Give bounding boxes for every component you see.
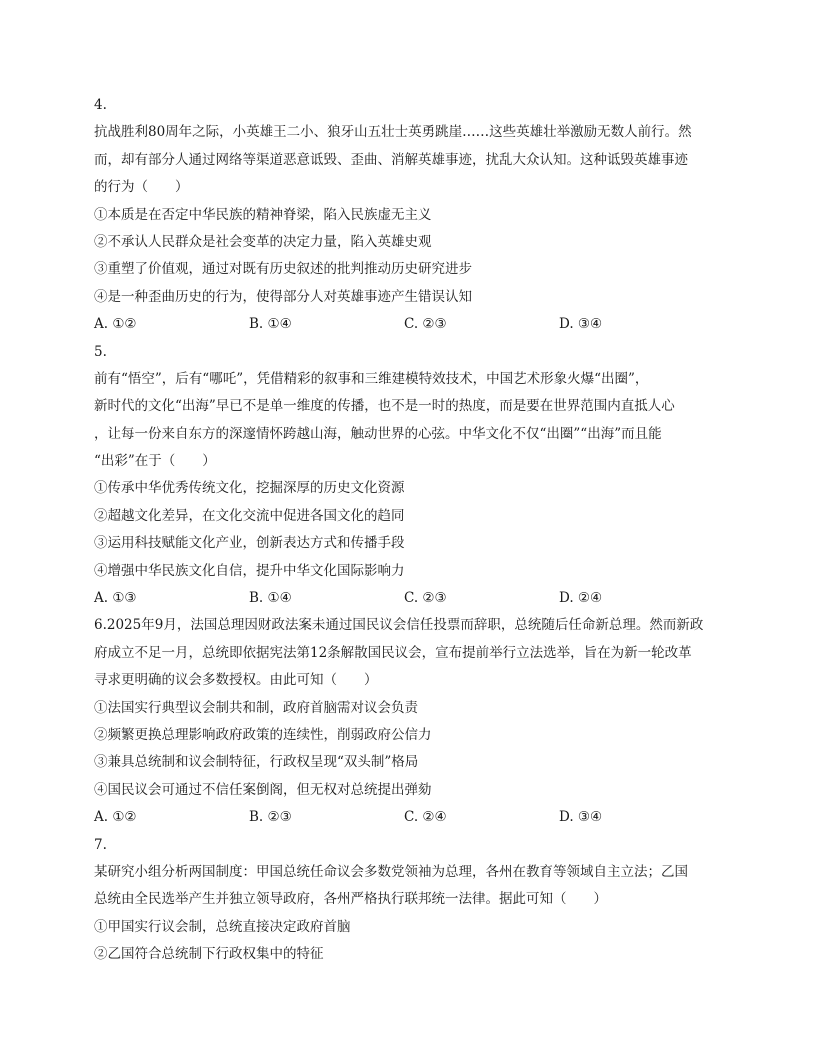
option-d: D. ③④ [559,316,603,333]
statement-item: ①甲国实行议会制，总统直接决定政府首脑 [94,918,351,935]
statement-item: ①本质是在否定中华民族的精神脊梁，陷入民族虚无主义 [94,206,432,223]
option-b: B. ②③ [249,809,292,826]
question-stem [94,612,724,694]
stem-line: “出彩”在于（ ） [94,453,216,470]
statement-item: ①传承中华优秀传统文化，挖掘深厚的历史文化资源 [94,480,405,497]
option-b: B. ①④ [249,590,292,607]
stem-line: 寻求更明确的议会多数授权。由此可知（ ） [94,672,378,689]
option-c: C. ②③ [404,316,447,333]
stem-line: 某研究小组分析两国制度：甲国总统任命议会多数党领袖为总理，各州在教育等领域自主立法；乙国 [94,863,688,880]
question-stem [94,119,724,201]
question-number: 5. [94,343,107,360]
option-d: D. ③④ [559,809,603,826]
stem-line: 6.2025年9月，法国总理因财政法案未通过国民议会信任投票而辞职，总统随后任命新总理。然而新政 [94,617,704,634]
question-7 [94,832,724,969]
statement-item: ④增强中华民族文化自信，提升中华文化国际影响力 [94,562,405,579]
answer-options [94,804,724,831]
statement-item: ③重塑了价值观，通过对既有历史叙述的批判推动历史研究进步 [94,261,472,278]
question-stem [94,366,724,476]
stem-line: 前有“悟空”，后有“哪吒”，凭借精彩的叙事和三维建模特效技术，中国艺术形象火爆“出圈”， [94,370,649,387]
statement-item: ②频繁更换总理影响政府政策的连续性，削弱政府公信力 [94,726,432,743]
question-list [94,92,724,969]
stem-line: 新时代的文化“出海”早已不是单一维度的传播，也不是一时的热度，而是要在世界范围内直抵人心 [94,398,675,415]
stem-line: 而，却有部分人通过网络等渠道恶意诋毁、歪曲、消解英雄事迹，扰乱大众认知。这种诋毁英雄事迹 [94,151,688,168]
question-5 [94,339,724,613]
statement-item: ④国民议会可通过不信任案倒阁，但无权对总统提出弹劾 [94,781,432,798]
statement-item: ②乙国符合总统制下行政权集中的特征 [94,946,324,963]
option-a: A. ①③ [94,590,137,607]
stem-line: 总统由全民选举产生并独立领导政府，各州严格执行联邦统一法律。据此可知（ ） [94,891,607,908]
option-a: A. ①② [94,809,137,826]
question-6 [94,612,724,831]
stem-line: 抗战胜利80周年之际，小英雄王二小、狼牙山五壮士英勇跳崖……这些英雄壮举激励无数人前行。然 [94,124,692,141]
option-a: A. ①② [94,316,137,333]
stem-line: ，让每一份来自东方的深邃情怀跨越山海，触动世界的心弦。中华文化不仅“出圈”“出海”而且能 [94,425,662,442]
option-c: C. ②③ [404,590,447,607]
statement-item: ①法国实行典型议会制共和制，政府首脑需对议会负责 [94,699,418,716]
statement-item: ②超越文化差异，在文化交流中促进各国文化的趋同 [94,507,405,524]
answer-options [94,585,724,612]
question-stem [94,859,724,914]
statement-item: ④是一种歪曲历史的行为，使得部分人对英雄事迹产生错误认知 [94,288,472,305]
stem-line: 的行为（ ） [94,179,189,196]
option-d: D. ②④ [559,590,603,607]
question-4 [94,92,724,339]
question-number: 7. [94,836,107,853]
statement-item: ③兼具总统制和议会制特征，行政权呈现“双头制”格局 [94,754,419,771]
statement-item: ②不承认人民群众是社会变革的决定力量，陷入英雄史观 [94,233,432,250]
answer-options [94,311,724,338]
option-c: C. ②④ [404,809,447,826]
stem-line: 府成立不足一月，总统即依据宪法第12条解散国民议会，宣布提前举行立法选举，旨在为新一轮改革 [94,644,692,661]
question-number: 4. [94,97,107,113]
option-b: B. ①④ [249,316,292,333]
statement-item: ③运用科技赋能文化产业，创新表达方式和传播手段 [94,535,405,552]
